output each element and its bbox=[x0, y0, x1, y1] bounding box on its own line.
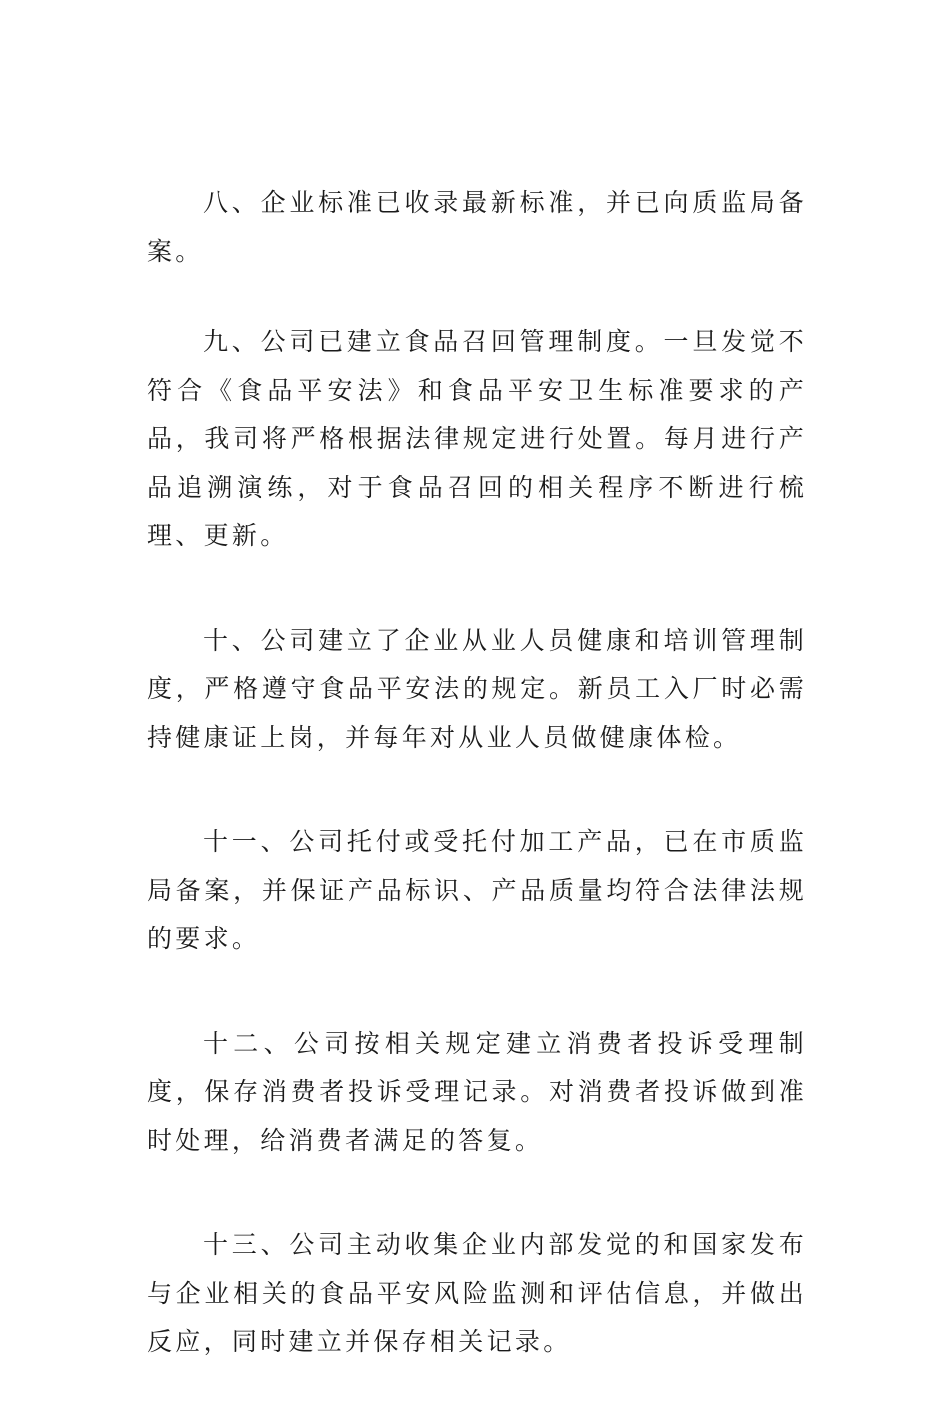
paragraph-10: 十、公司建立了企业从业人员健康和培训管理制度，严格遵守食品平安法的规定。新员工入厂时必需持健康证上岗，并每年对从业人员做健康体检。 bbox=[147, 625, 807, 752]
paragraph-11: 十一、公司托付或受托付加工产品，已在市质监局备案，并保证产品标识、产品质量均符合法律法规的要求。 bbox=[147, 827, 807, 953]
paragraph-9: 九、公司已建立食品召回管理制度。一旦发觉不符合《食品平安法》和食品平安卫生标准要求的产品，我司将严格根据法律规定进行处置。每月进行产品追溯演练，对于食品召回的相关程序不断进行梳理、更新。 bbox=[147, 327, 807, 550]
paragraph-12: 十二、公司按相关规定建立消费者投诉受理制度，保存消费者投诉受理记录。对消费者投诉做到准时处理，给消费者满足的答复。 bbox=[147, 1028, 807, 1155]
document-body bbox=[147, 179, 807, 1423]
paragraph-13: 十三、公司主动收集企业内部发觉的和国家发布与企业相关的食品平安风险监测和评估信息，并做出反应，同时建立并保存相关记录。 bbox=[147, 1230, 807, 1356]
paragraph-8: 八、企业标准已收录最新标准，并已向质监局备案。 bbox=[147, 188, 807, 266]
